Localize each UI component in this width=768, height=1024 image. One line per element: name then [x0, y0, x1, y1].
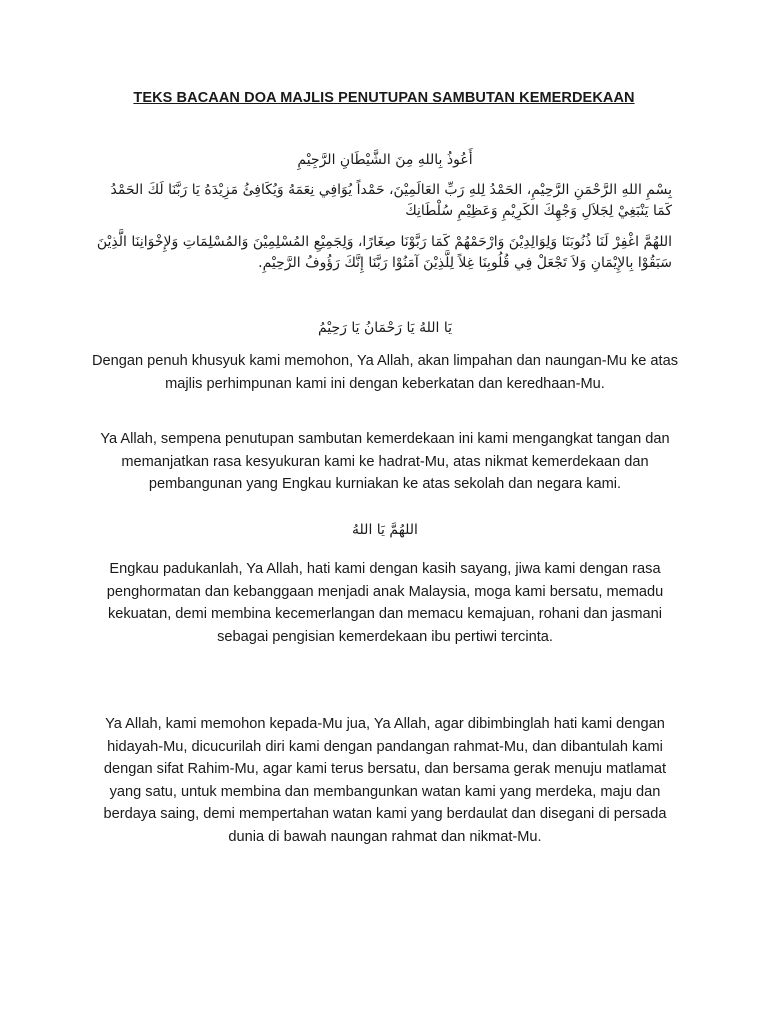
arabic-basmalah-hamdalah: بِسْمِ اللهِ الرَّحْمَنِ الرَّحِيْمِ، الحَمْدُ لِلهِ رَبِّ العَالَمِيْنَ، حَمْداً يُوَافِي نِعَمَهُ وَيُكَافِئُ مَزِيْدَهُ يَا رَبَّنَا لَكَ الحَمْدُ كَمَا يَنْبَغِيْ لِجَلاَلِ وَجْهِكَ الكَرِيْمِ وَعَظِيْمِ سُلْطَانِكَ: [110, 182, 672, 219]
paragraph-4: Ya Allah, kami memohon kepada-Mu jua, Ya Allah, agar dibimbinglah hati kami dengan hidayah-Mu, dicucurilah diri kami dengan pandangan rahmat-Mu, dan dibantulah kami dengan sifat Rahim-Mu, agar kami terus bersatu, dan bersama gerak menuju matlamat yang satu, untuk membina dan membangunkan watan kami yang merdeka, maju dan berdaya saing, demi mempertahan watan kami yang berdaulat dan disegani di persada dunia di bawah naungan rahmat dan nikmat-Mu.: [103, 716, 667, 845]
arabic-nida: يَا اللهُ يَا رَحْمَانُ يَا رَحِيْمُ: [317, 320, 453, 336]
arabic-doa-maghfirah: اللهُمَّ اغْفِرْ لَنَا ذُنُوبَنَا وَلِوَالِدِيْنَ وَارْحَمْهُمْ كَمَا رَبَّوْنَا صِغَارًا، وَلِجَمِيْعِ المُسْلِمِيْنَ وَالمُسْلِمَاتِ وَلإِخْوَانِنَا الَّذِيْنَ سَبَقُوْا بِالإِيْمَانِ وَلاَ تَجْعَلْ فِي قُلُوبِنَا غِلاً لِلَّذِيْنَ آمَنُوْا رَبَّنَا إِنَّكَ رَؤُوفُ الرَّحِيْمِ.: [96, 234, 672, 271]
arabic-taawudz: أَعُوذُ بِاللهِ مِنَ الشَّيْطَانِ الرَّجِيْمِ: [297, 152, 473, 168]
paragraph-3: Engkau padukanlah, Ya Allah, hati kami dengan kasih sayang, jiwa kami dengan rasa penghormatan dan kebanggaan menjadi anak Malaysia, moga kami bersatu, memadu kekuatan, demi membina kecemerlangan dan memacu kemajuan, rohani dan jasmani sebagai pengisian kemerdekaan ibu pertiwi tercinta.: [106, 561, 664, 645]
document-title: TEKS BACAAN DOA MAJLIS PENUTUPAN SAMBUTAN KEMERDEKAAN: [133, 90, 635, 106]
paragraph-1: Dengan penuh khusyuk kami memohon, Ya Allah, akan limpahan dan naungan-Mu ke atas majlis perhimpunan kami ini dengan keberkatan dan keredhaan-Mu.: [91, 353, 679, 392]
paragraph-2: Ya Allah, sempena penutupan sambutan kemerdekaan ini kami mengangkat tangan dan memanjatkan rasa kesyukuran kami ke hadrat-Mu, atas nikmat kemerdekaan dan pembangunan yang Engkau kurniakan ke atas sekolah dan negara kami.: [100, 431, 670, 493]
arabic-allahumma: اللهُمَّ يَا اللهُ: [352, 522, 418, 538]
